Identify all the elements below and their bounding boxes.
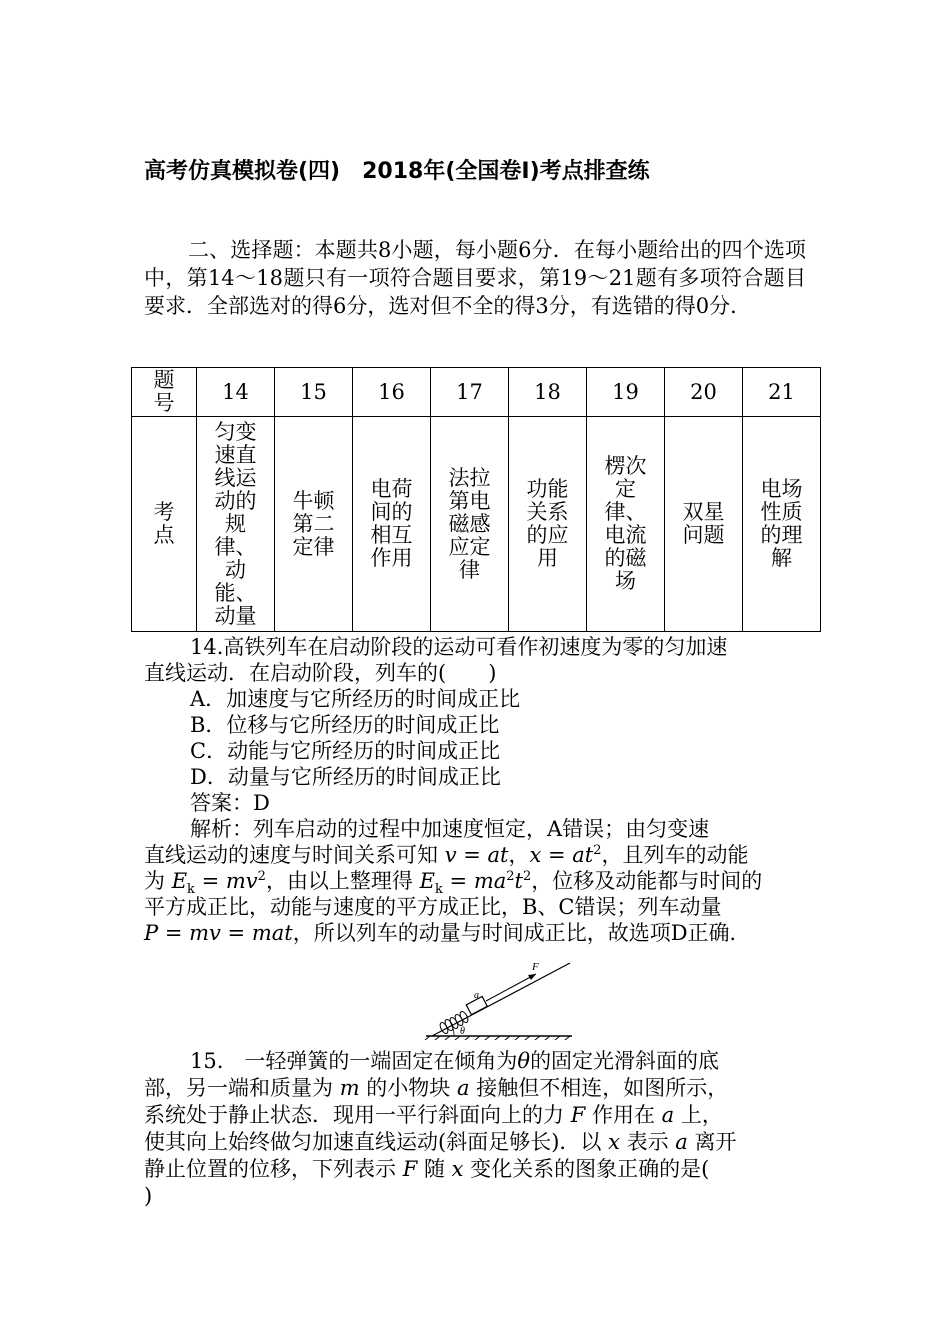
table-number: 15	[275, 368, 353, 417]
table-topic-row	[132, 417, 821, 632]
table-topic: 法拉第电磁感应定律	[431, 417, 509, 632]
q15-line3: 系统处于静止状态．现用一平行斜面向上的力 F 作用在 a 上，	[144, 1103, 723, 1127]
angle-label: θ	[460, 1026, 465, 1037]
section-intro: 二、选择题：本题共8小题，每小题6分．在每小题给出的四个选项中，第14～18题只有一项符合题目要求，第19～21题有多项符合题目要求．全部选对的得6分，选对但不全的得3分，有选错的得0分．	[144, 238, 806, 318]
table-topic: 匀变速直线运动的规律、动能、动量	[197, 417, 275, 632]
q15-line6: )	[144, 1184, 153, 1208]
question-15	[144, 1048, 806, 1210]
q15-line2: 部，另一端和质量为 m 的小物块 a 接触但不相连，如图所示，	[144, 1076, 729, 1100]
q15-line1: 15. 一轻弹簧的一端固定在倾角为θ的固定光滑斜面的底	[190, 1049, 720, 1073]
incline-spring-diagram	[424, 958, 584, 1040]
q14-analysis-line1: 解析：列车启动的过程中加速度恒定，A错误；由匀变速	[190, 817, 710, 841]
table-topic: 功能关系的应用	[509, 417, 587, 632]
table-topic: 电场性质的理解	[743, 417, 821, 632]
table-number: 16	[353, 368, 431, 417]
q14-stem-line1: 14.高铁列车在启动阶段的运动可看作初速度为零的匀加速	[190, 635, 728, 659]
q14-option-d: D．动量与它所经历的时间成正比	[190, 765, 501, 789]
table-number: 21	[743, 368, 821, 417]
table-header-row	[132, 368, 821, 417]
topic-table	[131, 367, 821, 632]
table-topic: 双星问题	[665, 417, 743, 632]
table-number: 20	[665, 368, 743, 417]
question-14	[144, 634, 806, 946]
q14-answer: 答案：D	[190, 791, 270, 815]
q14-stem-line2: 直线运动．在启动阶段，列车的( )	[144, 661, 497, 685]
q14-analysis-line4: 平方成正比，动能与速度的平方成正比，B、C错误；列车动量	[144, 895, 722, 919]
table-topic: 电荷间的相互作用	[353, 417, 431, 632]
table-topic: 牛顿第二定律	[275, 417, 353, 632]
table-number: 14	[197, 368, 275, 417]
table-row-label: 考点	[132, 417, 197, 632]
force-label: F	[532, 961, 539, 973]
block-label: a	[474, 990, 479, 1001]
table-number: 18	[509, 368, 587, 417]
q14-option-b: B．位移与它所经历的时间成正比	[190, 713, 500, 737]
q14-option-a: A．加速度与它所经历的时间成正比	[190, 687, 521, 711]
q14-analysis-line5: P = mv = mat，所以列车的动量与时间成正比，故选项D正确．	[144, 921, 751, 945]
q14-analysis-line3: 为 $E_k = mv^2$，由以上整理得 $E_k = ma^2t^2$，位移及动能都与时间的	[144, 869, 763, 898]
table-topic: 楞次定律、电流的磁场	[587, 417, 665, 632]
page-title: 高考仿真模拟卷(四) 2018年(全国卷Ⅰ)考点排查练	[144, 159, 650, 184]
q14-analysis-line2: 直线运动的速度与时间关系可知 v = at，$x = at^2$，且列车的动能	[144, 843, 749, 867]
table-header-label: 题号	[132, 368, 197, 417]
table-number: 19	[587, 368, 665, 417]
q15-line5: 静止位置的位移，下列表示 F 随 x 变化关系的图象正确的是(	[144, 1157, 710, 1181]
q15-line4: 使其向上始终做匀加速直线运动(斜面足够长)．以 x 表示 a 离开	[144, 1130, 737, 1154]
q14-option-c: C．动能与它所经历的时间成正比	[190, 739, 501, 763]
table-number: 17	[431, 368, 509, 417]
